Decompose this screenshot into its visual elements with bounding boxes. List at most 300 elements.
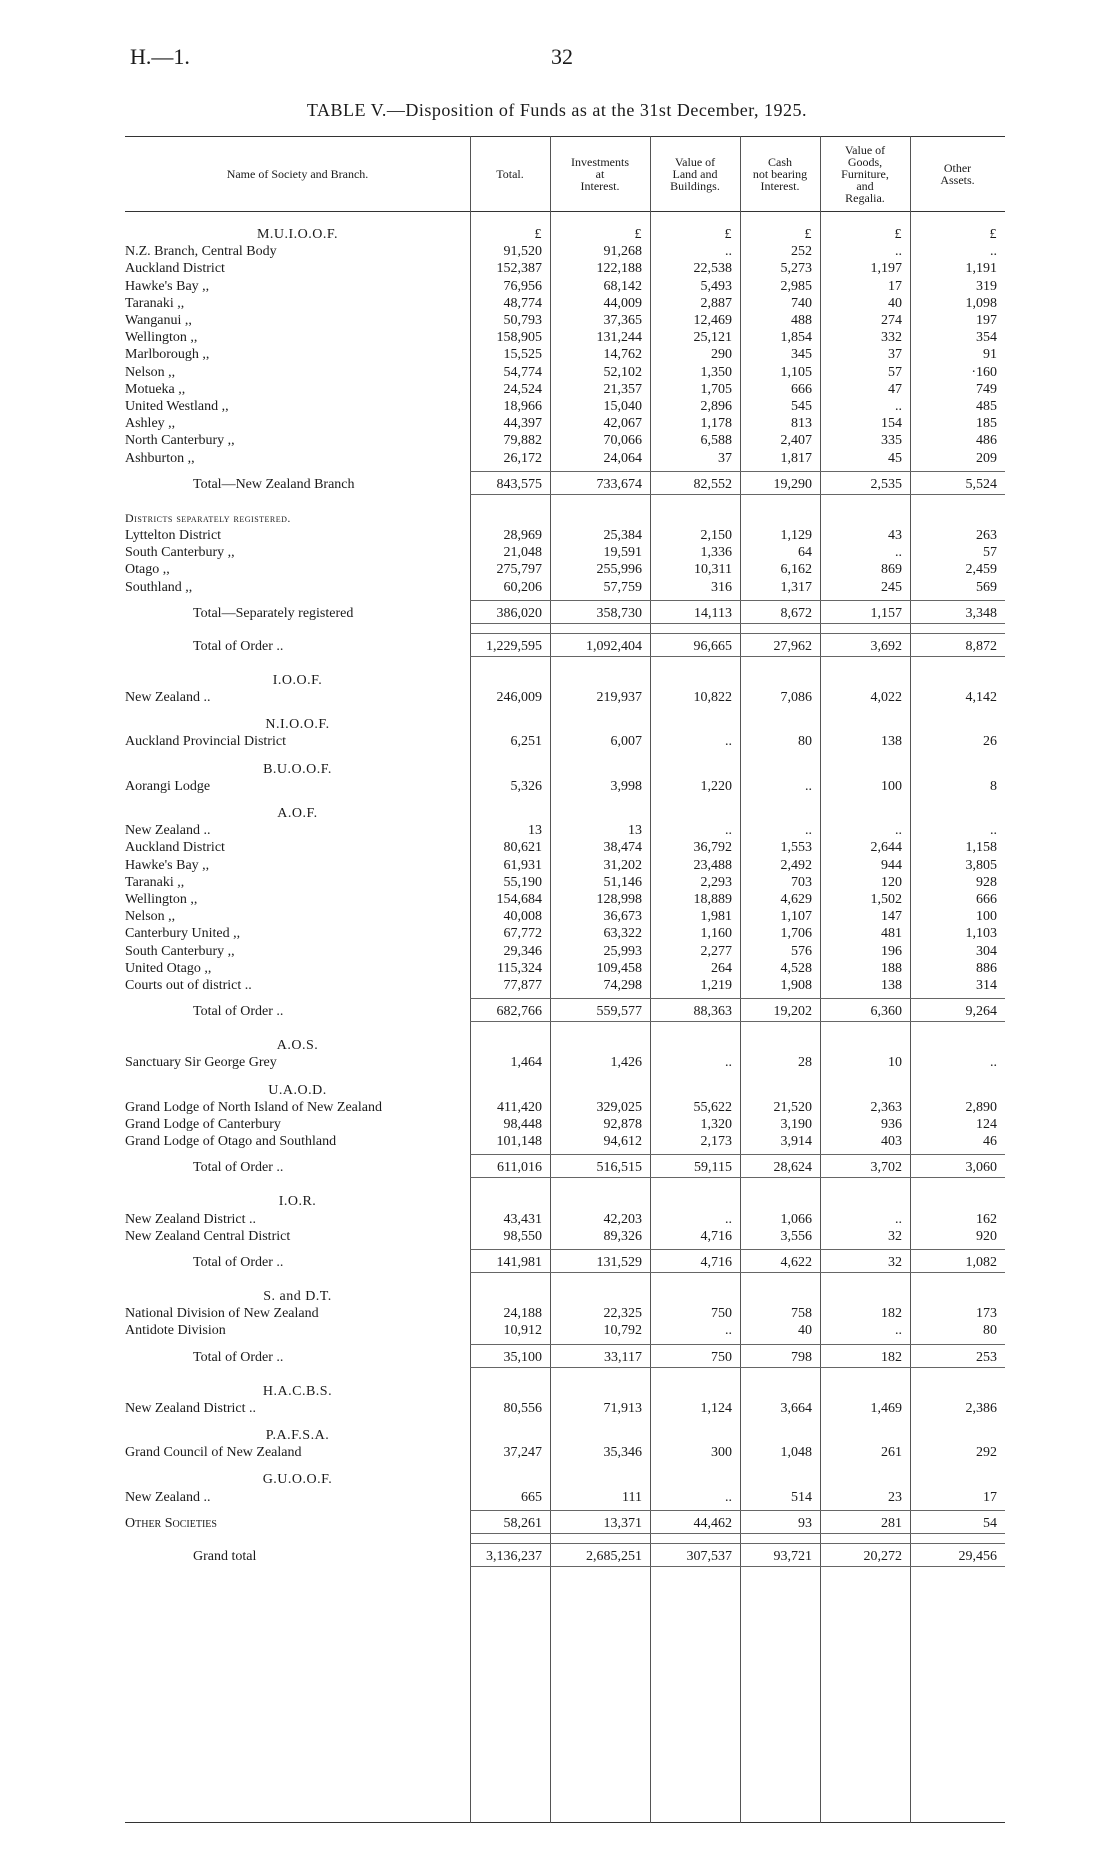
cell-total: 18,966 xyxy=(503,399,542,414)
cell-cash: 1,066 xyxy=(780,1211,812,1227)
cell-cash: 93,721 xyxy=(773,1548,812,1564)
cell-goods: 3,692 xyxy=(870,638,902,654)
cell-other: 1,158 xyxy=(965,840,997,856)
cell-other: 2,459 xyxy=(965,562,997,578)
cell-other: 9,264 xyxy=(965,1004,997,1020)
cell-total: 28,969 xyxy=(503,528,542,543)
cell-goods: 154 xyxy=(881,416,902,432)
cell-cash: 2,492 xyxy=(780,857,812,873)
row-label: A.O.F. xyxy=(277,806,318,821)
total-rule xyxy=(470,1543,1005,1544)
table-row xyxy=(125,943,1005,960)
cell-other: 2,386 xyxy=(965,1400,997,1416)
cell-other: ·160 xyxy=(971,364,997,380)
cell-goods: 45 xyxy=(888,450,902,466)
cell-cash: 4,622 xyxy=(780,1255,812,1270)
cell-other: 354 xyxy=(976,330,997,346)
total-rule xyxy=(470,1249,1005,1250)
row-label: Southland ,, xyxy=(125,579,193,595)
cell-land: .. xyxy=(725,823,732,839)
cell-cash: 3,664 xyxy=(780,1400,812,1416)
cell-land: 2,150 xyxy=(700,528,732,543)
cell-other: 3,805 xyxy=(965,857,997,873)
society-heading-row xyxy=(125,1471,1005,1488)
table-row xyxy=(125,1515,1005,1532)
cell-total: 152,387 xyxy=(496,261,542,277)
cell-land: 1,220 xyxy=(700,778,732,794)
cell-land: 300 xyxy=(711,1445,732,1461)
cell-investments: 13,371 xyxy=(603,1515,642,1531)
cell-total: 43,431 xyxy=(503,1211,542,1227)
row-label: Otago ,, xyxy=(125,562,170,578)
cell-other: £ xyxy=(989,227,997,242)
table-row xyxy=(125,1099,1005,1116)
cell-land: 5,493 xyxy=(700,278,732,294)
row-label: Auckland Provincial District xyxy=(125,734,286,750)
cell-goods: 1,197 xyxy=(870,261,902,277)
cell-total: 411,420 xyxy=(497,1099,542,1115)
table-row xyxy=(125,381,1005,398)
row-label: South Canterbury ,, xyxy=(125,545,235,561)
cell-total: 26,172 xyxy=(503,450,542,466)
cell-land: 12,469 xyxy=(693,313,732,328)
cell-total: 386,020 xyxy=(496,605,542,621)
row-label: U.A.O.D. xyxy=(268,1082,327,1098)
cell-cash: 576 xyxy=(791,943,812,959)
cell-investments: 2,685,251 xyxy=(586,1548,642,1564)
table-row xyxy=(125,822,1005,839)
table-row xyxy=(125,977,1005,994)
cell-goods: 6,360 xyxy=(870,1004,902,1020)
cell-investments: 25,993 xyxy=(603,943,642,959)
cell-investments: 255,996 xyxy=(596,562,642,578)
cell-cash: 740 xyxy=(791,295,812,311)
row-label: Grand Council of New Zealand xyxy=(125,1445,302,1461)
cell-cash: 19,290 xyxy=(773,476,812,492)
cell-cash: 3,914 xyxy=(780,1134,812,1150)
cell-land: 14,113 xyxy=(694,605,732,621)
row-label: P.A.F.S.A. xyxy=(265,1428,330,1443)
column-header-land: Value of Land and Buildings. xyxy=(670,154,720,193)
cell-total: 1,229,595 xyxy=(486,638,542,654)
cell-other: 1,082 xyxy=(965,1255,997,1270)
cell-investments: 63,322 xyxy=(603,926,642,942)
cell-land: 2,173 xyxy=(700,1134,732,1150)
cell-total: 80,621 xyxy=(503,840,542,856)
total-row xyxy=(125,1254,1005,1271)
cell-goods: 1,502 xyxy=(870,892,902,907)
cell-total: 61,931 xyxy=(503,857,542,873)
cell-investments: 94,612 xyxy=(603,1134,642,1150)
cell-cash: 1,817 xyxy=(780,450,812,466)
row-label: Auckland District xyxy=(125,261,225,277)
column-header-investments: Investments at Interest. xyxy=(571,154,629,193)
cell-goods: 147 xyxy=(881,909,902,925)
row-label: M.U.I.O.O.F. xyxy=(256,227,339,242)
cell-land: 6,588 xyxy=(700,433,732,449)
cell-land: 1,124 xyxy=(700,1400,732,1416)
cell-goods: 182 xyxy=(881,1349,902,1365)
row-label: Grand Lodge of North Island of New Zealand xyxy=(125,1099,382,1115)
table-row xyxy=(125,874,1005,891)
cell-goods: 335 xyxy=(881,433,902,449)
cell-total: 24,188 xyxy=(503,1306,542,1322)
cell-cash: 40 xyxy=(798,1323,812,1339)
cell-other: 8 xyxy=(990,778,997,794)
cell-investments: 122,188 xyxy=(596,261,642,277)
column-header-total: Total. xyxy=(496,166,524,181)
cell-cash: 8,672 xyxy=(780,605,812,621)
total-rule xyxy=(470,1566,1005,1567)
cell-goods: 936 xyxy=(881,1117,902,1132)
page-number: 32 xyxy=(551,44,573,69)
cell-investments: 35,346 xyxy=(603,1445,642,1461)
cell-other: 17 xyxy=(983,1489,997,1505)
cell-cash: 252 xyxy=(791,244,812,260)
cell-investments: 33,117 xyxy=(604,1349,642,1365)
cell-total: 29,346 xyxy=(503,943,542,959)
cell-land: 1,981 xyxy=(700,909,732,925)
cell-land: .. xyxy=(725,244,732,260)
cell-goods: 138 xyxy=(881,978,902,993)
table-row xyxy=(125,544,1005,561)
table-row xyxy=(125,398,1005,415)
total-rule xyxy=(470,1177,1005,1178)
cell-other: 1,098 xyxy=(965,295,997,311)
cell-total: 115,324 xyxy=(497,960,542,976)
table-row xyxy=(125,891,1005,908)
cell-cash: 1,105 xyxy=(780,364,812,380)
society-heading-row xyxy=(125,1082,1005,1099)
cell-cash: 666 xyxy=(791,381,812,397)
cell-other: 292 xyxy=(976,1445,997,1461)
cell-land: .. xyxy=(725,1211,732,1227)
cell-cash: 1,706 xyxy=(780,926,812,942)
society-heading-row xyxy=(125,672,1005,689)
total-rule xyxy=(470,1344,1005,1345)
row-label: North Canterbury ,, xyxy=(125,433,235,449)
cell-total: 101,148 xyxy=(496,1134,542,1150)
cell-other: 162 xyxy=(976,1211,997,1227)
total-rule xyxy=(470,1154,1005,1155)
cell-investments: 3,998 xyxy=(610,778,642,794)
cell-total: 3,136,237 xyxy=(486,1548,542,1564)
cell-total: 246,009 xyxy=(496,690,542,705)
cell-goods: .. xyxy=(895,823,902,839)
cell-investments: 25,384 xyxy=(603,528,642,543)
cell-land: 290 xyxy=(711,347,732,363)
cell-goods: 1,469 xyxy=(870,1400,902,1416)
cell-other: .. xyxy=(990,244,997,260)
cell-investments: 52,102 xyxy=(603,364,642,380)
table-row xyxy=(125,415,1005,432)
row-label: Taranaki ,, xyxy=(125,295,185,311)
cell-other: 80 xyxy=(983,1323,997,1339)
cell-other: 569 xyxy=(976,579,997,595)
row-label: Other Societies xyxy=(125,1515,217,1531)
column-header-other: Other Assets. xyxy=(940,160,975,187)
table-body xyxy=(125,136,1005,1823)
cell-investments: 219,937 xyxy=(596,690,642,705)
cell-other: 486 xyxy=(976,433,997,449)
row-label: Nelson ,, xyxy=(125,364,176,380)
cell-land: .. xyxy=(725,1489,732,1505)
row-label: Hawke's Bay ,, xyxy=(125,278,210,294)
cell-goods: 43 xyxy=(888,528,902,543)
cell-total: 60,206 xyxy=(503,579,542,595)
cell-goods: 274 xyxy=(881,313,902,328)
total-rule xyxy=(470,633,1005,634)
cell-investments: 358,730 xyxy=(596,605,642,621)
cell-goods: 32 xyxy=(888,1228,902,1244)
cell-total: 98,550 xyxy=(503,1228,542,1244)
row-label: New Zealand .. xyxy=(125,823,211,839)
cell-total: 21,048 xyxy=(503,545,542,561)
cell-total: 843,575 xyxy=(496,476,542,492)
table-row xyxy=(125,1228,1005,1245)
cell-other: 4,142 xyxy=(965,690,997,705)
cell-investments: 6,007 xyxy=(610,734,642,750)
total-row xyxy=(125,1003,1005,1020)
cell-investments: 19,591 xyxy=(603,545,642,561)
row-label: Taranaki ,, xyxy=(125,874,185,890)
cell-total: 665 xyxy=(521,1489,542,1505)
cell-investments: 733,674 xyxy=(596,476,642,492)
cell-investments: 74,298 xyxy=(603,978,642,993)
cell-goods: 32 xyxy=(888,1255,902,1270)
cell-cash: .. xyxy=(805,823,812,839)
row-label: Total of Order .. xyxy=(193,1349,284,1365)
table-row xyxy=(125,839,1005,856)
cell-other: 91 xyxy=(983,347,997,363)
column-header-name: Name of Society and Branch. xyxy=(226,166,369,181)
total-rule xyxy=(470,1510,1005,1511)
cell-investments: 128,998 xyxy=(596,892,642,907)
cell-total: 40,008 xyxy=(503,909,542,925)
row-label: Hawke's Bay ,, xyxy=(125,857,210,873)
cell-investments: 111 xyxy=(622,1489,642,1505)
cell-land: 1,160 xyxy=(700,926,732,942)
cell-investments: 89,326 xyxy=(603,1228,642,1244)
row-label: Ashburton ,, xyxy=(125,450,195,466)
cell-land: 264 xyxy=(711,960,732,976)
cell-total: 91,520 xyxy=(503,244,542,260)
total-rule xyxy=(470,1367,1005,1368)
cell-investments: 15,040 xyxy=(603,399,642,414)
row-label: Grand Lodge of Canterbury xyxy=(125,1117,281,1132)
cell-goods: 47 xyxy=(888,381,902,397)
cell-land: 4,716 xyxy=(700,1255,732,1270)
table-row xyxy=(125,329,1005,346)
cell-land: .. xyxy=(725,1323,732,1339)
cell-goods: 196 xyxy=(881,943,902,959)
cell-investments: 71,913 xyxy=(603,1400,642,1416)
cell-cash: 1,129 xyxy=(780,528,812,543)
row-label: H.A.C.B.S. xyxy=(262,1383,333,1399)
cell-total: 158,905 xyxy=(496,330,542,346)
cell-land: 1,350 xyxy=(700,364,732,380)
table-row xyxy=(125,778,1005,795)
row-label: Total—Separately registered xyxy=(193,605,354,621)
cell-other: 304 xyxy=(976,943,997,959)
cell-investments: 51,146 xyxy=(603,874,642,890)
cell-goods: 3,702 xyxy=(870,1160,902,1176)
cell-cash: 1,854 xyxy=(780,330,812,346)
cell-cash: 758 xyxy=(791,1306,812,1322)
cell-cash: 2,407 xyxy=(780,433,812,449)
cell-land: 44,462 xyxy=(693,1515,732,1531)
cell-other: 209 xyxy=(976,450,997,466)
cell-goods: 261 xyxy=(881,1445,902,1461)
cell-land: 2,887 xyxy=(700,295,732,311)
table-row xyxy=(125,561,1005,578)
row-label: Courts out of district .. xyxy=(125,978,252,993)
row-label: United Otago ,, xyxy=(125,960,212,976)
row-label: New Zealand .. xyxy=(125,690,211,705)
cell-total: 141,981 xyxy=(496,1255,542,1270)
total-rule xyxy=(470,494,1005,495)
cell-other: 54 xyxy=(983,1515,997,1531)
cell-cash: 93 xyxy=(798,1515,812,1531)
cell-total: 55,190 xyxy=(503,874,542,890)
table-row xyxy=(125,733,1005,750)
cell-land: 2,293 xyxy=(700,874,732,890)
table-row xyxy=(125,346,1005,363)
cell-goods: .. xyxy=(895,1323,902,1339)
cell-land: 96,665 xyxy=(693,638,732,654)
cell-other: 319 xyxy=(976,278,997,294)
cell-total: 13 xyxy=(528,823,542,839)
cell-cash: 3,190 xyxy=(780,1117,812,1132)
cell-cash: .. xyxy=(805,778,812,794)
cell-goods: 2,644 xyxy=(870,840,902,856)
cell-goods: £ xyxy=(894,227,902,242)
cell-goods: .. xyxy=(895,244,902,260)
cell-goods: 100 xyxy=(881,778,902,794)
cell-cash: 1,553 xyxy=(780,840,812,856)
row-label: Wanganui ,, xyxy=(125,313,192,328)
cell-goods: 2,535 xyxy=(870,476,902,492)
cell-land: 59,115 xyxy=(694,1160,732,1176)
cell-other: .. xyxy=(990,1055,997,1071)
cell-other: 920 xyxy=(976,1228,997,1244)
cell-goods: 332 xyxy=(881,330,902,346)
cell-cash: 19,202 xyxy=(773,1004,812,1020)
cell-cash: 1,908 xyxy=(780,978,812,993)
cell-other: 3,060 xyxy=(965,1160,997,1176)
cell-goods: 10 xyxy=(888,1055,902,1071)
cell-total: 76,956 xyxy=(503,278,542,294)
table-row xyxy=(125,364,1005,381)
cell-investments: 92,878 xyxy=(603,1117,642,1132)
row-label: Total of Order .. xyxy=(193,1004,284,1020)
table-title: TABLE V.—Disposition of Funds as at the 31st December, 1925. xyxy=(306,100,808,120)
cell-land: 82,552 xyxy=(693,476,732,492)
cell-land: 37 xyxy=(718,450,732,466)
table-row xyxy=(125,295,1005,312)
cell-cash: 1,107 xyxy=(780,909,812,925)
cell-land: .. xyxy=(725,734,732,750)
total-rule xyxy=(470,1272,1005,1273)
cell-land: 22,538 xyxy=(693,261,732,277)
row-label: Canterbury United ,, xyxy=(125,926,241,942)
table-row xyxy=(125,689,1005,706)
table-row xyxy=(125,312,1005,329)
cell-cash: 545 xyxy=(791,399,812,414)
row-label: Total of Order .. xyxy=(193,1160,284,1176)
cell-total: 79,882 xyxy=(503,433,542,449)
total-row xyxy=(125,605,1005,622)
total-rule xyxy=(470,600,1005,601)
cell-investments: 24,064 xyxy=(603,450,642,466)
cell-goods: .. xyxy=(895,545,902,561)
cell-goods: 1,157 xyxy=(870,605,902,621)
cell-land: .. xyxy=(725,1055,732,1071)
cell-other: 29,456 xyxy=(958,1548,997,1564)
table-row xyxy=(125,278,1005,295)
cell-other: 263 xyxy=(976,528,997,543)
row-label: N.Z. Branch, Central Body xyxy=(125,244,277,260)
table-row xyxy=(125,960,1005,977)
table-row xyxy=(125,243,1005,260)
society-heading-row xyxy=(125,1037,1005,1054)
row-label: I.O.R. xyxy=(278,1194,317,1210)
cell-cash: 1,317 xyxy=(780,579,812,595)
cell-total: 1,464 xyxy=(510,1055,542,1071)
cell-total: 5,326 xyxy=(510,778,542,794)
cell-investments: 38,474 xyxy=(603,840,642,856)
funds-table xyxy=(125,136,1005,1823)
cell-cash: 1,048 xyxy=(780,1445,812,1461)
cell-cash: 21,520 xyxy=(773,1099,812,1115)
cell-goods: 481 xyxy=(881,926,902,942)
cell-investments: 57,759 xyxy=(603,579,642,595)
cell-land: 23,488 xyxy=(693,857,732,873)
cell-other: 100 xyxy=(976,909,997,925)
total-rule xyxy=(470,471,1005,472)
cell-land: 1,336 xyxy=(700,545,732,561)
row-label: Lyttelton District xyxy=(125,528,222,543)
cell-goods: 57 xyxy=(888,364,902,380)
table-row xyxy=(125,260,1005,277)
cell-cash: 2,985 xyxy=(780,278,812,294)
cell-total: 37,247 xyxy=(503,1445,542,1461)
table-row xyxy=(125,1116,1005,1133)
cell-investments: 31,202 xyxy=(603,857,642,873)
table-row xyxy=(125,857,1005,874)
cell-investments: 516,515 xyxy=(596,1160,642,1176)
row-label: New Zealand District .. xyxy=(125,1400,257,1416)
table-row xyxy=(125,1489,1005,1506)
cell-cash: 813 xyxy=(791,416,812,432)
cell-total: 15,525 xyxy=(503,347,542,363)
row-label: United Westland ,, xyxy=(125,399,229,414)
cell-total: 98,448 xyxy=(503,1117,542,1132)
cell-investments: 131,244 xyxy=(596,330,642,346)
row-label: National Division of New Zealand xyxy=(125,1306,319,1322)
column-header-cash: Cash not bearing Interest. xyxy=(752,154,808,193)
cell-other: .. xyxy=(990,823,997,839)
cell-investments: 36,673 xyxy=(603,909,642,925)
cell-land: 2,896 xyxy=(700,399,732,414)
cell-other: 1,191 xyxy=(965,261,997,277)
cell-investments: 131,529 xyxy=(596,1255,642,1270)
row-label: Wellington ,, xyxy=(125,330,198,346)
cell-cash: 7,086 xyxy=(780,690,812,705)
cell-land: 4,716 xyxy=(700,1228,732,1244)
cell-investments: 44,009 xyxy=(603,295,642,311)
cell-total: 275,797 xyxy=(496,562,542,578)
